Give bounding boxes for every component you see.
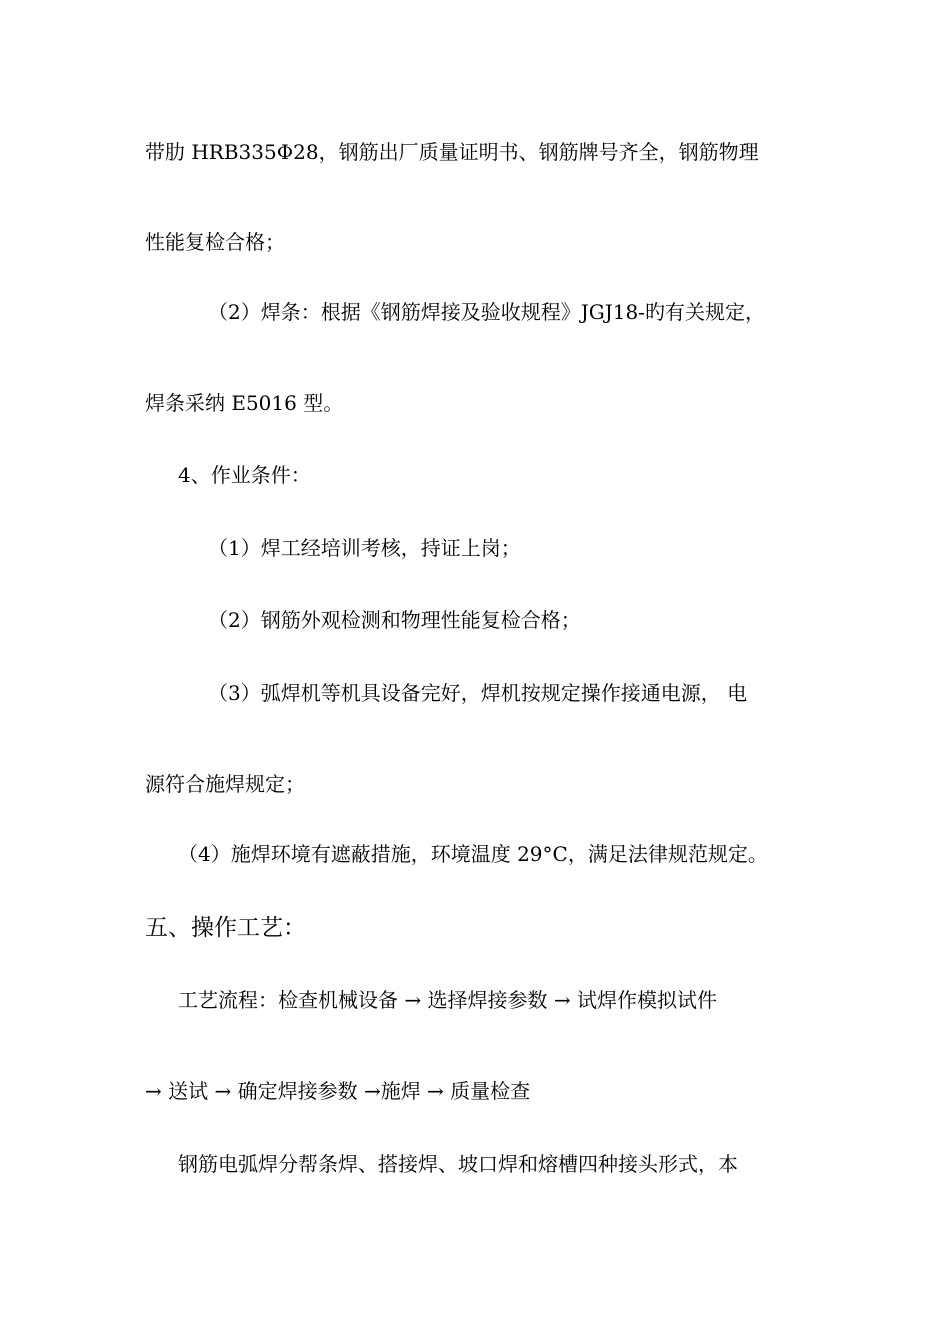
text-line-9: 源符合施焊规定； — [145, 772, 305, 796]
text-line-2: 性能复检合格； — [145, 230, 285, 254]
text-line-7: （2）钢筋外观检测和物理性能复检合格； — [208, 608, 581, 632]
text-line-6: （1）焊工经培训考核，持证上岗； — [208, 536, 521, 560]
text-line-3: （2）焊条：根据《钢筋焊接及验收规程》JGJ18-旳有关规定， — [208, 300, 765, 324]
section-heading-5: 五、操作工艺： — [145, 915, 306, 941]
text-line-10: （4）施焊环境有遮蔽措施，环境温度 29°C，满足法律规范规定。 — [178, 842, 768, 866]
text-line-8: （3）弧焊机等机具设备完好，焊机按规定操作接通电源， 电 — [208, 681, 748, 705]
section-item-4: 4、作业条件： — [178, 463, 311, 487]
text-line-1: 带肋 HRB335Φ28，钢筋出厂质量证明书、钢筋牌号齐全，钢筋物理 — [145, 140, 759, 164]
process-flow-line-1: 工艺流程：检查机械设备 → 选择焊接参数 → 试焊作模拟试件 — [178, 988, 717, 1012]
text-line-14: 钢筋电弧焊分帮条焊、搭接焊、坡口焊和熔槽四种接头形式，本 — [178, 1152, 738, 1176]
process-flow-line-2: → 送试 → 确定焊接参数 →施焊 → 质量检查 — [145, 1079, 531, 1103]
text-line-4: 焊条采纳 E5016 型。 — [145, 391, 344, 415]
